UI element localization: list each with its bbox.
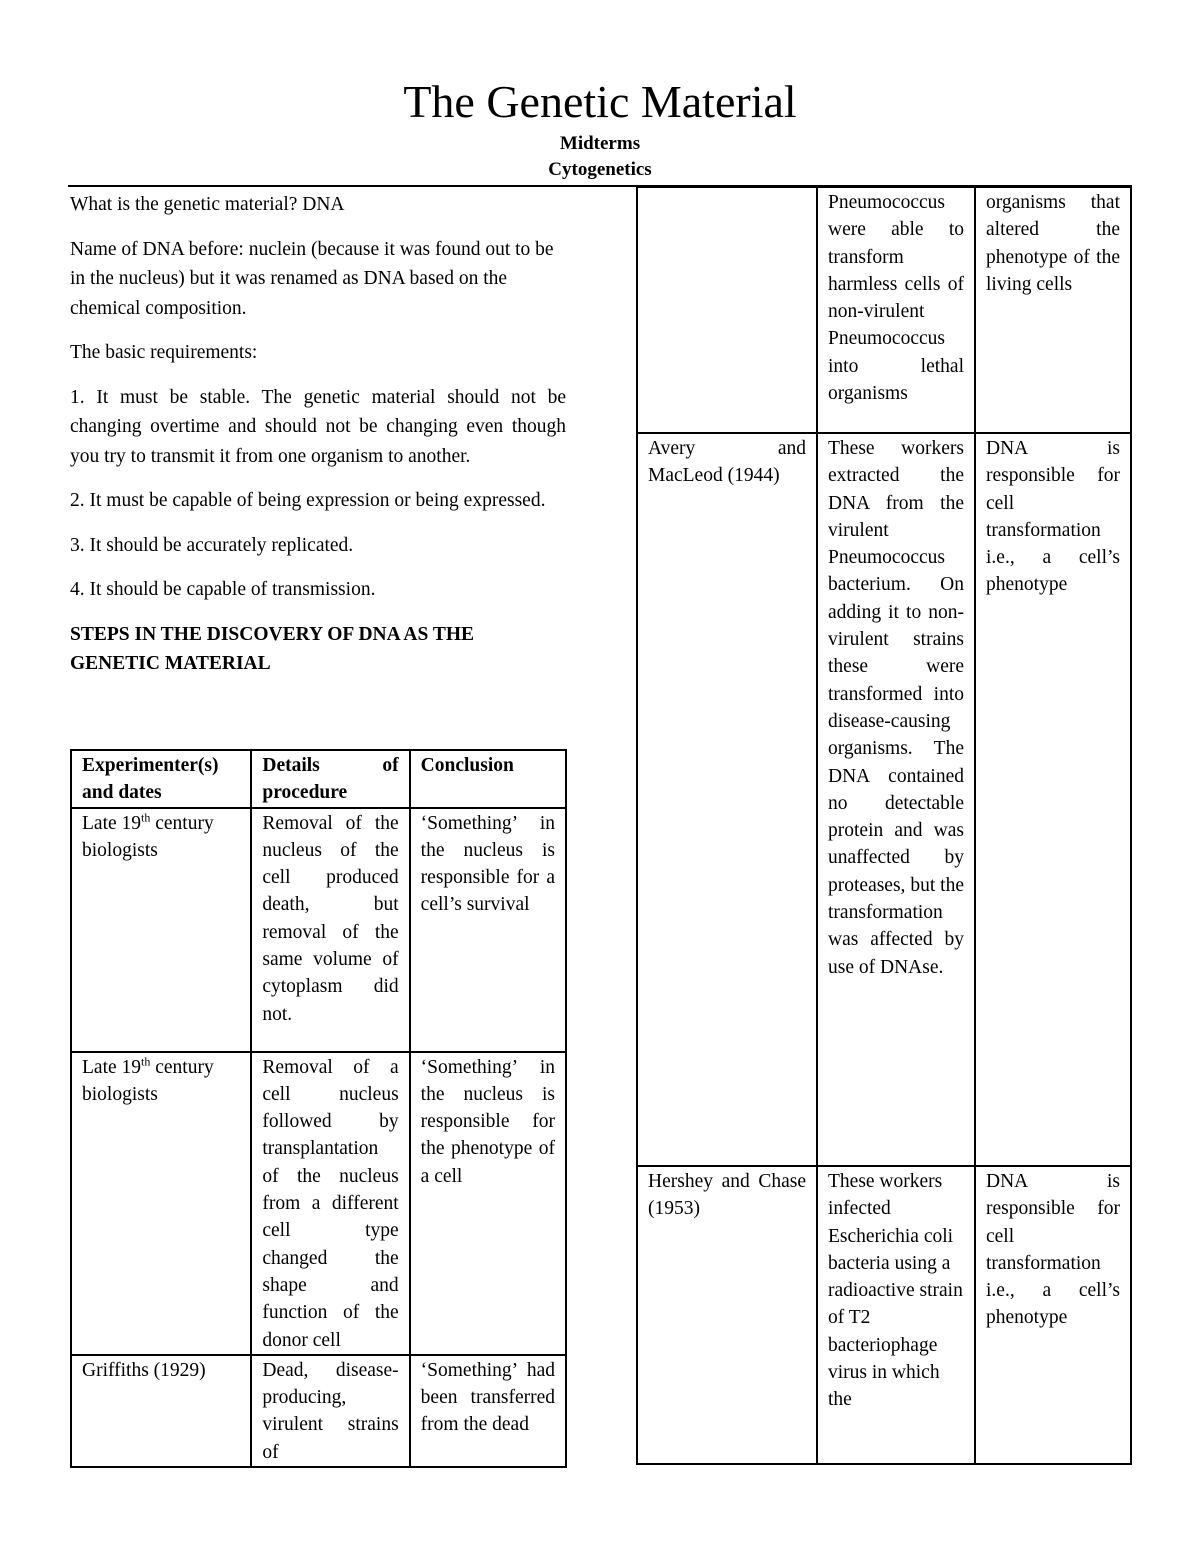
- requirement-item: 2. It must be capable of being expression or being expressed.: [70, 490, 546, 511]
- experimenter-cell: Late 19th century biologists: [71, 1052, 251, 1355]
- table-header-row: [71, 750, 566, 808]
- header-experimenter: Experimenter(s) and dates: [71, 750, 251, 808]
- subtitle-midterms: Midterms: [559, 133, 641, 154]
- details-cell: These workers infected Escherichia coli bacteria using a radioactive strain of T2 bacteriophage virus in which the: [817, 1166, 975, 1464]
- details-cell: These workers extracted the DNA from the virulent Pneumococcus bacterium. On adding it to non-virulent strains these were transformed into disease-causing organisms. The DNA contained no detectable protein and was unaffected by proteases, but the transformation was affected by use of DNAse.: [817, 433, 975, 1166]
- conclusion-cell: ‘Something’ in the nucleus is responsible for the phenotype of a cell: [410, 1052, 566, 1355]
- requirement-item: 1. It must be stable. The genetic material should not be changing overtime and should not be changing even though you try to transmit it from one organism to another.: [70, 386, 566, 467]
- table-row: [637, 1166, 1131, 1464]
- requirements-heading: The basic requirements:: [70, 342, 258, 363]
- conclusion-cell: DNA is responsible for cell transformation i.e., a cell’s phenotype: [975, 433, 1131, 1166]
- header-conclusion: Conclusion: [410, 750, 566, 808]
- header-details: Details of procedure: [251, 750, 409, 808]
- details-cell: Removal of the nucleus of the cell produced death, but removal of the same volume of cytoplasm did not.: [251, 808, 409, 1052]
- details-cell: Removal of a cell nucleus followed by transplantation of the nucleus from a different cell type changed the shape and function of the donor cell: [251, 1052, 409, 1355]
- requirement-item: 3. It should be accurately replicated.: [70, 534, 354, 556]
- experimenter-cell: Hershey and Chase (1953): [637, 1166, 817, 1464]
- intro-section: [70, 190, 566, 694]
- conclusion-cell: ‘Something’ in the nucleus is responsible for a cell’s survival: [410, 808, 566, 1052]
- discovery-table-continued: [636, 186, 1132, 1465]
- discovery-table: [70, 749, 567, 1468]
- conclusion-cell: ‘Something’ had been transferred from the dead: [410, 1355, 566, 1467]
- table-row: [637, 433, 1131, 1166]
- details-cell: Pneumococcus were able to transform harmless cells of non-virulent Pneumococcus into lethal organisms: [817, 187, 975, 433]
- table-row: [71, 1052, 566, 1355]
- table-row: [71, 808, 566, 1052]
- page-title: The Genetic Material: [403, 76, 797, 127]
- table-row: [637, 187, 1131, 433]
- table-row: [71, 1355, 566, 1467]
- experimenter-cell: Griffiths (1929): [71, 1355, 251, 1467]
- steps-heading: STEPS IN THE DISCOVERY OF DNA AS THE GENETIC MATERIAL: [70, 623, 475, 674]
- question-genetic-material: What is the genetic material? DNA: [70, 194, 345, 215]
- experimenter-cell: Late 19th century biologists: [71, 808, 251, 1052]
- conclusion-cell: organisms that altered the phenotype of the living cells: [975, 187, 1131, 433]
- details-cell: Dead, disease-producing, virulent strains of: [251, 1355, 409, 1467]
- subtitle-cytogenetics: Cytogenetics: [548, 159, 652, 180]
- requirement-item: 4. It should be capable of transmission.: [70, 579, 376, 600]
- experimenter-cell: [637, 187, 817, 433]
- experimenter-cell: Avery and MacLeod (1944): [637, 433, 817, 1166]
- dna-former-name: Name of DNA before: nuclein (because it was found out to be in the nucleus) but it was renamed as DNA based on the chemical composition.: [70, 238, 554, 319]
- conclusion-cell: DNA is responsible for cell transformation i.e., a cell’s phenotype: [975, 1166, 1131, 1464]
